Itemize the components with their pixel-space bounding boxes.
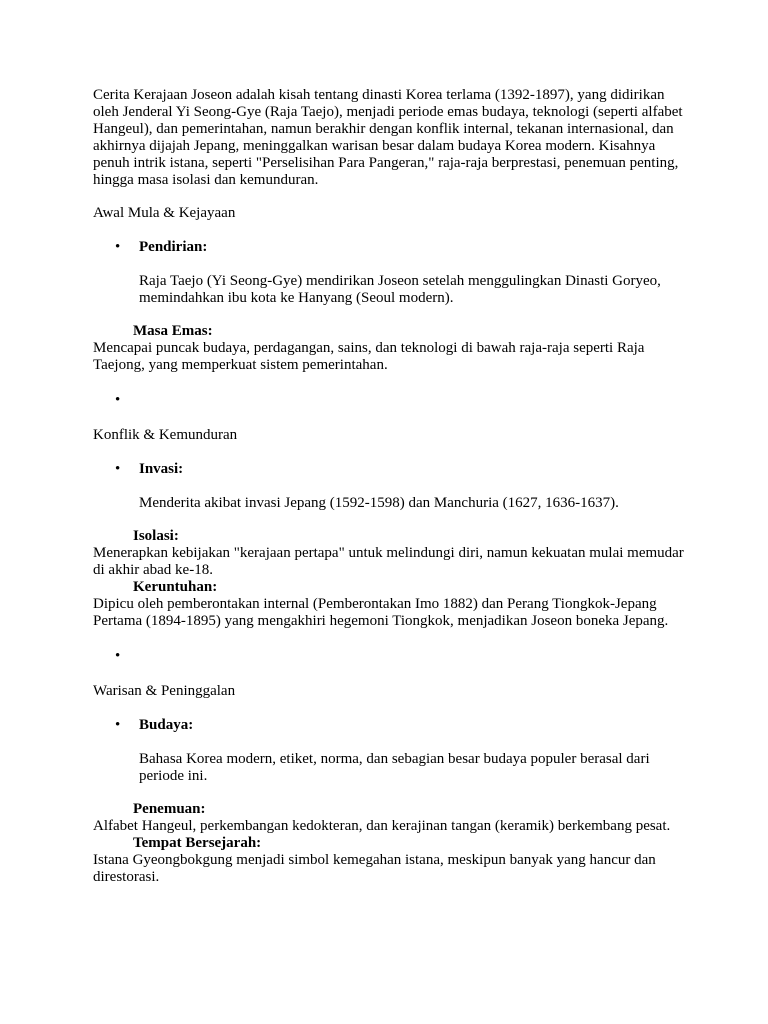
bullet-dot: •: [115, 717, 121, 733]
intro-paragraph: Cerita Kerajaan Joseon adalah kisah tentang dinasti Korea terlama (1392-1897), yang didirikan oleh Jenderal Yi Seong-Gye (Raja Taejo), menjadi periode emas budaya, teknologi (seperti alfabet Hangeul), dan pemerintahan, namun berakhir dengan konflik internal, tekanan internasional, dan akhirnya dijajah Jepang, meninggalkan warisan besar dalam budaya Korea modern. Kisahnya penuh intrik istana, seperti "Perselisihan Para Pangeran," raja-raja berprestasi, penemuan penting, hingga masa isolasi dan kemunduran.: [93, 87, 683, 188]
bullet-body: Bahasa Korea modern, etiket, norma, dan sebagian besar budaya populer berasal dari periode ini.: [139, 751, 650, 784]
sub-body: Alfabet Hangeul, perkembangan kedokteran, dan kerajinan tangan (keramik) berkembang pesat.: [93, 818, 671, 834]
sub-body: Dipicu oleh pemberontakan internal (Pemberontakan Imo 1882) dan Perang Tiongkok-Jepang Pertama (1894-1895) yang mengakhiri hegemoni Tiongkok, menjadikan Joseon boneka Jepang.: [93, 596, 669, 629]
bullet-item-pendirian: [93, 239, 693, 256]
bullet-dot: •: [115, 239, 121, 255]
sub-body: Mencapai puncak budaya, perdagangan, sains, dan teknologi di bawah raja-raja seperti Raja Taejong, yang memperkuat sistem pemerintahan.: [93, 340, 645, 373]
empty-bullet-item: [93, 392, 693, 409]
section-heading-awal-mula: Awal Mula & Kejayaan: [93, 205, 236, 221]
sub-title-penemuan: Penemuan:: [133, 801, 206, 817]
empty-bullet-item: [93, 648, 693, 665]
section-heading-konflik: Konflik & Kemunduran: [93, 427, 238, 443]
sub-title-isolasi: Isolasi:: [133, 528, 179, 544]
bullet-title: Budaya:: [139, 717, 194, 733]
bullet-dot: •: [115, 392, 121, 408]
bullet-body: Raja Taejo (Yi Seong-Gye) mendirikan Joseon setelah menggulingkan Dinasti Goryeo, memindahkan ibu kota ke Hanyang (Seoul modern).: [139, 273, 661, 306]
sub-body: Menerapkan kebijakan "kerajaan pertapa" untuk melindungi diri, namun kekuatan mulai memudar di akhir abad ke-18.: [93, 545, 684, 578]
document-page: [93, 87, 693, 886]
sub-title-tempat-bersejarah: Tempat Bersejarah:: [133, 835, 262, 851]
bullet-item-invasi: [93, 461, 693, 478]
sub-title-masa-emas: Masa Emas:: [133, 323, 213, 339]
bullet-item-budaya: [93, 717, 693, 734]
bullet-title: Invasi:: [139, 461, 184, 477]
section-heading-warisan: Warisan & Peninggalan: [93, 683, 236, 699]
bullet-dot: •: [115, 461, 121, 477]
bullet-dot: •: [115, 648, 121, 664]
bullet-body: Menderita akibat invasi Jepang (1592-1598) dan Manchuria (1627, 1636-1637).: [139, 495, 619, 511]
sub-title-keruntuhan: Keruntuhan:: [133, 579, 218, 595]
bullet-title: Pendirian:: [139, 239, 208, 255]
sub-body: Istana Gyeongbokgung menjadi simbol kemegahan istana, meskipun banyak yang hancur dan direstorasi.: [93, 852, 656, 885]
